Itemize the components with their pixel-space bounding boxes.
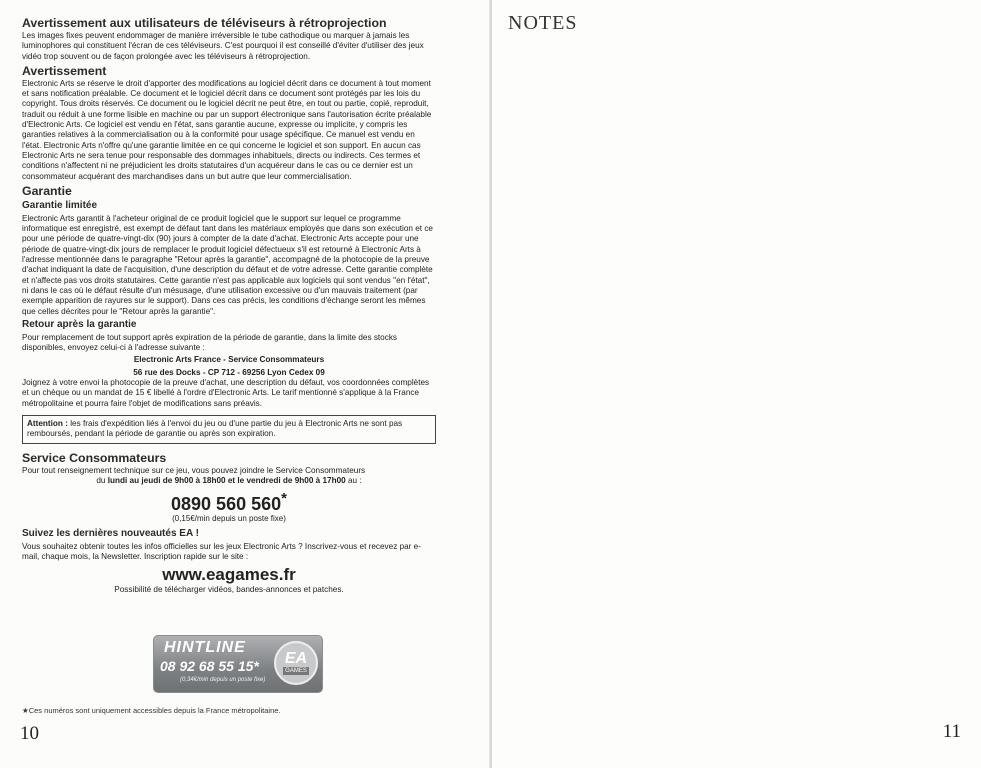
text-news: Vous souhaitez obtenir toutes les infos officielles sur les jeux Electronic Arts ? Inscrivez-vous et recevez par e-mail, chaque mois, la Newsletter. Inscription rapide sur le site : (22, 542, 421, 562)
phone-number-value: 0890 560 560 (171, 494, 282, 515)
ea-logo-games: GAMES (285, 668, 307, 674)
phone-star: * (281, 490, 287, 508)
attention-box (22, 415, 436, 444)
ea-games-logo (274, 641, 318, 685)
heading-garantie: Garantie (22, 183, 72, 198)
left-page (0, 0, 490, 768)
text-retour-2: Joignez à votre envoi la photocopie de la preuve d'achat, une description du défaut, vos coordonnées complètes et un chèque ou un mandat de 15 € libellé à l'ordre d'Electronic Arts. Le tarif mentionné s'applique à la France métropolitaine et pourra faire l'objet de modifications sans préavis. (22, 378, 430, 408)
phone-number (22, 489, 436, 514)
text-garantie: Electronic Arts garantit à l'acheteur original de ce produit logiciel que le support sur lequel ce programme informatique est enregistré, est exempt de défaut tant dans les matériaux employés que dans son exécution et ce pour une période de quatre-vingt-dix (90) jours à compter de la date d'achat. Electronic Arts accepte pour une période de quatre-vingt-dix jours de remplacer le produit logiciel défectueux s'il est retourné à Electronic Arts à l'adresse mentionnée dans le paragraphe "Retour après la garantie", accompagné de la photocopie de la preuve d'achat indiquant la date de l'acquisition, d'une description du défaut et de votre adresse. Cette garantie complète et n'affecte pas vos droits statutaires. Cette garantie n'est pas applicable aux logiciels qui sont vendus "en l'état", ni dans le cas où le défaut résulte d'un mésusage, d'une utilisation excessive ou d'un mauvais traitement (par exemple apparition de rayures sur le support). Dans ces cas précis, les conditions d'échange seront les mêmes que celles décrites pour le "Retour après la garantie". (22, 213, 433, 316)
hintline-price: (0,34€/min depuis un poste fixe) (180, 677, 266, 683)
heading-service-consommateurs: Service Consommateurs (22, 450, 167, 465)
heading-garantie-limitee: Garantie limitée (22, 199, 98, 211)
heading-news: Suivez les dernières nouveautés EA ! (22, 528, 199, 540)
text-retroprojection: Les images fixes peuvent endommager de manière irréversible le tube cathodique ou marquer à jamais les luminophores qui constituent l'écran de ces téléviseurs. C'est pourquoi il est conseillé d'éviter d'utiliser des jeux vidéo trop souvent ou de façon prolongée avec les téléviseurs à rétroprojection. (22, 31, 424, 61)
heading-avertissement: Avertissement (22, 63, 107, 78)
service-hours (22, 476, 436, 486)
footnote: ★Ces numéros sont uniquement accessibles depuis la France métropolitaine. (22, 706, 281, 715)
ea-logo-letters: EA (284, 650, 308, 667)
hintline-banner (153, 635, 323, 693)
text-service: Pour tout renseignement technique sur ce jeu, vous pouvez joindre le Service Consommateurs (22, 465, 366, 475)
hintline-number: 08 92 68 55 15* (160, 658, 259, 674)
attention-text: les frais d'expédition liés à l'envoi du jeu ou d'une partie du jeu à Electronic Arts ne sont pas remboursés, pendant la période de garantie ou après son expiration. (27, 418, 403, 439)
phone-price: (0,15€/min depuis un poste fixe) (172, 514, 286, 524)
website-link[interactable]: www.eagames.fr (162, 564, 296, 584)
service-hours-suffix: au : (345, 475, 362, 485)
hintline-title: HINTLINE (164, 639, 246, 656)
attention-label: Attention : (27, 418, 68, 428)
address-line-1: Electronic Arts France - Service Consommateurs (133, 355, 325, 365)
heading-retroprojection: Avertissement aux utilisateurs de téléviseurs à rétroprojection (22, 16, 387, 30)
address-line-2: 56 rue des Docks - CP 712 - 69256 Lyon Cedex 09 (133, 367, 325, 377)
text-avertissement: Electronic Arts se réserve le droit d'apporter des modifications au logiciel décrit dans ce document à tout moment et sans notification préalable. Ce document et le logiciel décrit dans ce document sont protégés par les lois du copyright. Tous droits réservés. Ce document ou le logiciel décrit ne peut être, en tout ou partie, copié, reproduit, traduit ou réduit à une forme lisible en machine ou par un support électronique sans l'autorisation écrite préalable d'Electronic Arts. Ce logiciel est vendu en l'état, sans garantie aucune, expresse ou implicite, y compris les garanties relatives à la commercialisation ou à la conformité pour usage spécifique. Ce manuel est vendu en l'état. Electronic Arts n'offre qu'une garantie limitée en ce qui concerne le logiciel et son support. En aucun cas Electronic Arts ne sera tenue pour responsable des dommages inhabituels, directs ou indirects. Ces termes et conditions n'affectent ni ne préjudicient les droits statutaires d'un acquéreur dans le cas ou ce dernier est un consommateur acquérant des marchandises dans un but autre que leur commercialisation. (22, 78, 432, 181)
service-hours-prefix: du (96, 475, 108, 485)
text-download: Possibilité de télécharger vidéos, bandes-annonces et patches. (114, 584, 344, 594)
page-number-right: 11 (942, 721, 961, 742)
notes-title: NOTES (508, 12, 578, 34)
left-page-content (22, 16, 436, 595)
text-retour: Pour remplacement de tout support après expiration de la période de garantie, dans la limite des stocks disponibles, envoyez celui-ci à l'adresse suivante : (22, 332, 398, 353)
heading-retour: Retour après la garantie (22, 318, 137, 330)
service-hours-bold: lundi au jeudi de 9h00 à 18h00 et le vendredi de 9h00 à 17h00 (107, 475, 346, 485)
right-page (492, 0, 981, 768)
page-number-left: 10 (20, 723, 39, 744)
